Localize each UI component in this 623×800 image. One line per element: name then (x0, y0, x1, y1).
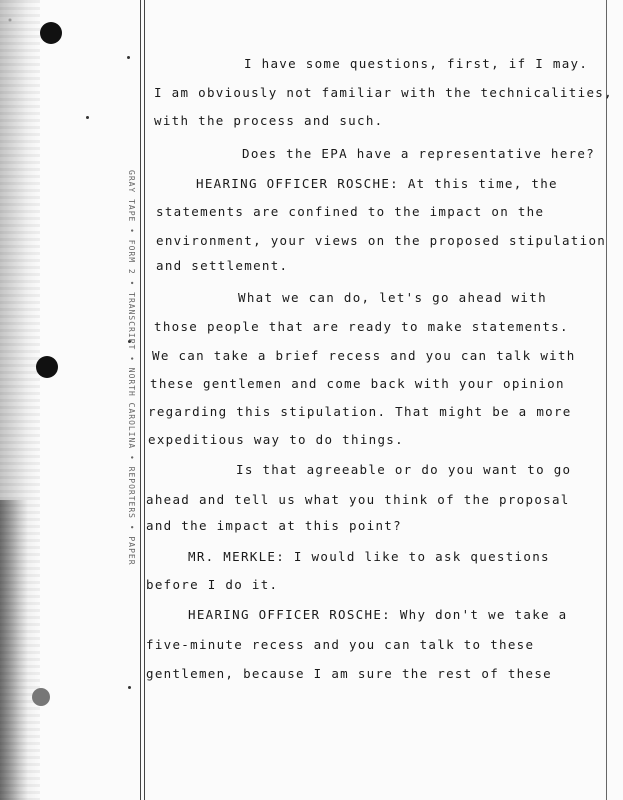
transcript-line: and the impact at this point? (146, 518, 402, 533)
transcript-line: expeditious way to do things. (148, 432, 404, 447)
transcript-line: I have some questions, first, if I may. (244, 56, 589, 71)
transcript-line: and settlement. (156, 258, 289, 273)
transcript-line: We can take a brief recess and you can talk with (152, 348, 576, 363)
transcript-line: ahead and tell us what you think of the proposal (146, 492, 570, 507)
transcript-line: gentlemen, because I am sure the rest of these (146, 666, 552, 681)
transcript-line: these gentlemen and come back with your opinion (150, 376, 565, 391)
transcript-line: Is that agreeable or do you want to go (236, 462, 572, 477)
transcript-line: statements are confined to the impact on the (156, 204, 545, 219)
transcript-line: those people that are ready to make statements. (154, 319, 569, 334)
transcript-line: before I do it. (146, 577, 279, 592)
transcript-line: MR. MERKLE: I would like to ask questions (188, 549, 550, 564)
transcript-line: environment, your views on the proposed stipulation (156, 233, 607, 248)
transcript-line: HEARING OFFICER ROSCHE: At this time, the (196, 176, 558, 191)
transcript-line: regarding this stipulation. That might be a more (148, 404, 572, 419)
transcript-line: Does the EPA have a representative here? (242, 146, 596, 161)
transcript-line: five-minute recess and you can talk to these (146, 637, 535, 652)
transcript-line: What we can do, let's go ahead with (238, 290, 547, 305)
transcript-line: HEARING OFFICER ROSCHE: Why don't we take a (188, 607, 568, 622)
transcript-line: with the process and such. (154, 113, 384, 128)
transcript-line: I am obviously not familiar with the technicalities, (154, 85, 613, 100)
margin-form-print: GRAY TAPE • FORM 2 • TRANSCRIPT • NORTH CAROLINA • REPORTERS • PAPER (127, 170, 136, 566)
